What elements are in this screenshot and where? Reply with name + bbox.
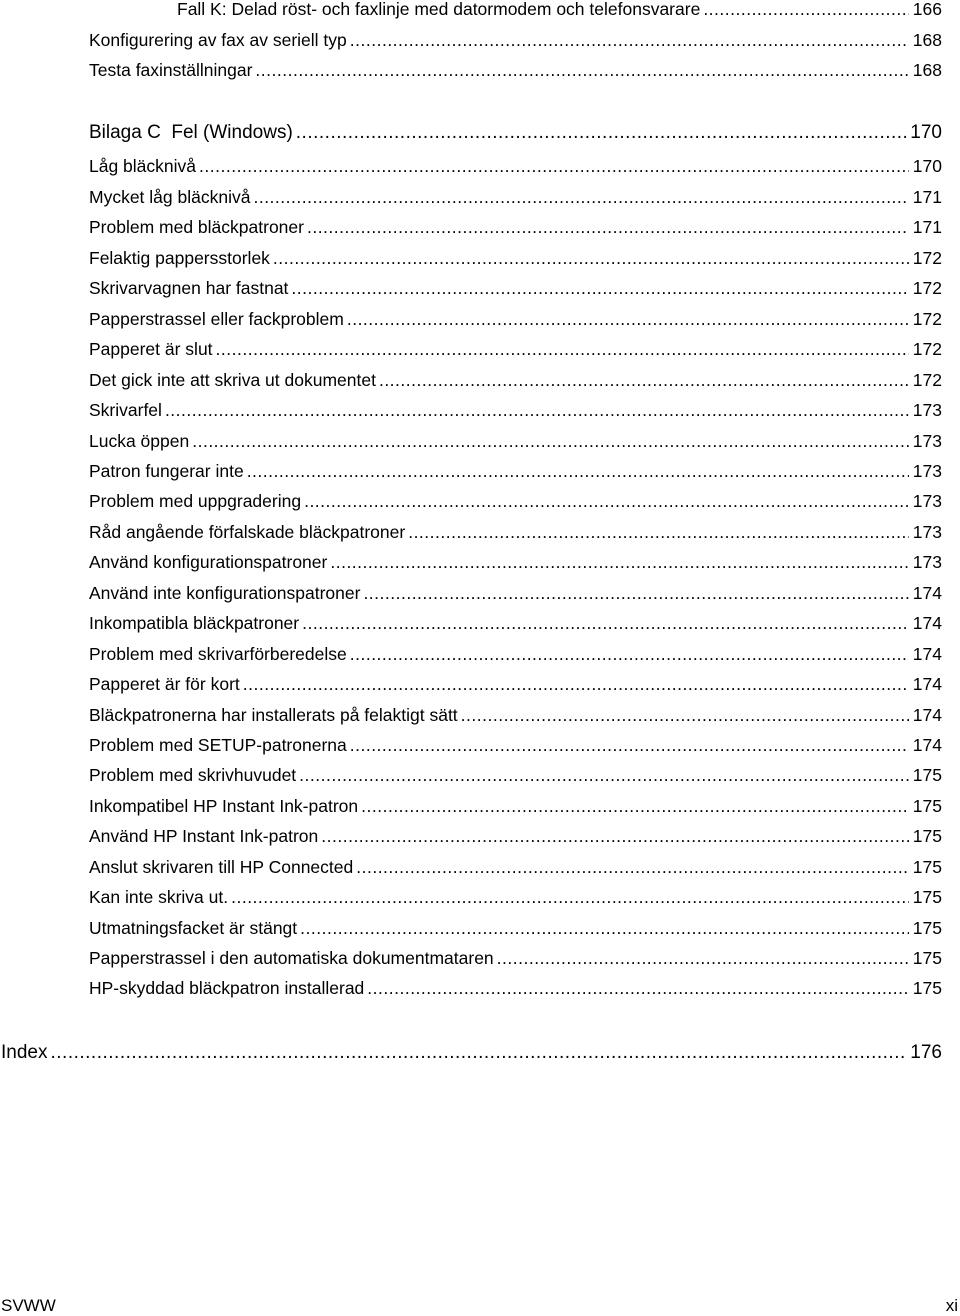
toc-entry[interactable] — [89, 490, 942, 512]
leader-dots — [379, 369, 909, 391]
toc-entry-label: Problem med skrivhuvudet — [89, 765, 297, 785]
toc-entry[interactable] — [89, 521, 942, 543]
toc-entry[interactable] — [89, 216, 942, 238]
toc-entry[interactable] — [89, 795, 942, 817]
toc-entry-page: 172 — [912, 309, 942, 329]
toc-entry-page: 174 — [912, 644, 942, 664]
toc-entry-page: 170 — [912, 156, 942, 176]
toc-entry-page: 175 — [912, 796, 942, 816]
leader-dots — [408, 521, 909, 543]
toc-entry[interactable] — [89, 704, 942, 726]
toc-entry[interactable] — [177, 0, 942, 20]
leader-dots — [363, 582, 908, 604]
toc-entry-label: Råd angående förfalskade bläckpatroner — [89, 522, 406, 542]
toc-entry[interactable] — [89, 308, 942, 330]
toc-entry-label: Inkompatibla bläckpatroner — [89, 613, 300, 633]
leader-dots — [216, 338, 909, 360]
toc-entry-label: Lucka öppen — [89, 431, 190, 451]
leader-dots — [253, 186, 908, 208]
toc-entry[interactable] — [89, 977, 942, 999]
toc-entry[interactable] — [89, 29, 942, 51]
toc-entry-label: Använd konfigurationspatroner — [89, 552, 328, 572]
toc-entry[interactable] — [89, 155, 942, 177]
toc-entry-page: 173 — [912, 552, 942, 572]
leader-dots — [321, 825, 909, 847]
toc-entry-label: Utmatningsfacket är stängt — [89, 918, 298, 938]
toc-entry[interactable] — [89, 369, 942, 391]
toc-appendix-label: Bilaga C Fel (Windows) — [89, 122, 293, 143]
toc-entry-page: 175 — [912, 948, 942, 968]
toc-entry-page: 175 — [912, 918, 942, 938]
toc-entry-label: Låg bläcknivå — [89, 156, 197, 176]
toc-index-page: 176 — [910, 1042, 942, 1063]
leader-dots — [347, 308, 909, 330]
toc-entry[interactable] — [89, 643, 942, 665]
leader-dots — [247, 460, 909, 482]
leader-dots — [350, 643, 909, 665]
toc-entry-label: Papperet är för kort — [89, 674, 240, 694]
toc-entry-label: Konfigurering av fax av seriell typ — [89, 30, 347, 50]
toc-entry[interactable] — [89, 947, 942, 969]
leader-dots — [192, 430, 909, 452]
toc-entry[interactable] — [89, 612, 942, 634]
toc-entry[interactable] — [89, 856, 942, 878]
footer-left-text: SVWW — [1, 1296, 56, 1315]
toc-entry[interactable] — [89, 551, 942, 573]
toc-entry-label: Papperstrassel i den automatiska dokumentmataren — [89, 948, 494, 968]
leader-dots — [361, 795, 909, 817]
leader-dots — [302, 612, 909, 634]
toc-entry-label: Problem med bläckpatroner — [89, 217, 304, 237]
toc-entry[interactable] — [89, 673, 942, 695]
toc-entry-label: Problem med uppgradering — [89, 491, 302, 511]
leader-dots — [231, 886, 909, 908]
toc-entry-page: 174 — [912, 613, 942, 633]
toc-entry-page: 173 — [912, 400, 942, 420]
toc-entry[interactable] — [89, 582, 942, 604]
toc-entry-page: 173 — [912, 491, 942, 511]
leader-dots — [296, 122, 907, 144]
toc-entry-label: Använd HP Instant Ink-patron — [89, 826, 319, 846]
toc-entry-page: 174 — [912, 674, 942, 694]
toc-entry-label: Felaktig pappersstorlek — [89, 248, 270, 268]
toc-entry[interactable] — [89, 277, 942, 299]
toc-entry-label: Skrivarfel — [89, 400, 162, 420]
toc-entry-label: Problem med SETUP-patronerna — [89, 735, 347, 755]
toc-entry-page: 174 — [912, 735, 942, 755]
toc-entry-label: Problem med skrivarförberedelse — [89, 644, 347, 664]
toc-entry-label: Det gick inte att skriva ut dokumentet — [89, 370, 376, 390]
toc-entry-page: 172 — [912, 370, 942, 390]
toc-entry-page: 171 — [912, 217, 942, 237]
toc-entry[interactable] — [89, 338, 942, 360]
toc-entry-label: Mycket låg bläcknivå — [89, 187, 251, 207]
toc-entry-label: Använd inte konfigurationspatroner — [89, 583, 361, 603]
leader-dots — [304, 490, 909, 512]
leader-dots — [299, 764, 909, 786]
toc-entry-page: 172 — [912, 278, 942, 298]
toc-entry-label: Bläckpatronerna har installerats på felaktigt sätt — [89, 705, 458, 725]
toc-entry-label: Papperstrassel eller fackproblem — [89, 309, 344, 329]
toc-entry-page: 168 — [912, 30, 942, 50]
leader-dots — [255, 59, 908, 81]
leader-dots — [703, 0, 908, 20]
leader-dots — [330, 551, 908, 573]
toc-entry[interactable] — [89, 247, 942, 269]
toc-entry[interactable] — [89, 917, 942, 939]
toc-entry-page: 173 — [912, 431, 942, 451]
toc-appendix-page: 170 — [910, 122, 942, 143]
toc-entry[interactable] — [89, 734, 942, 756]
toc-entry-page: 175 — [912, 978, 942, 998]
leader-dots — [199, 155, 909, 177]
leader-dots — [273, 247, 909, 269]
toc-index-entry[interactable] — [1, 1042, 942, 1064]
leader-dots — [165, 399, 909, 421]
leader-dots — [367, 977, 909, 999]
toc-entry-label: Papperet är slut — [89, 339, 213, 359]
toc-entry-label: Kan inte skriva ut. — [89, 887, 229, 907]
toc-entry-page: 171 — [912, 187, 942, 207]
toc-entry-page: 174 — [912, 583, 942, 603]
leader-dots — [356, 856, 909, 878]
toc-entry-page: 175 — [912, 765, 942, 785]
toc-entry-page: 173 — [912, 461, 942, 481]
toc-entry-page: 174 — [912, 705, 942, 725]
toc-entry-page: 175 — [912, 857, 942, 877]
toc-entry-label: Patron fungerar inte — [89, 461, 244, 481]
leader-dots — [497, 947, 909, 969]
toc-entry-label: Fall K: Delad röst- och faxlinje med datormodem och telefonsvarare — [177, 0, 701, 19]
toc-index-label: Index — [1, 1042, 48, 1063]
toc-entry[interactable] — [89, 764, 942, 786]
toc-entry[interactable] — [89, 430, 942, 452]
leader-dots — [461, 704, 909, 726]
leader-dots — [307, 216, 909, 238]
leader-dots — [300, 917, 909, 939]
toc-entry-page: 173 — [912, 522, 942, 542]
toc-entry-page: 175 — [912, 887, 942, 907]
toc-entry-page: 172 — [912, 339, 942, 359]
toc-entry[interactable] — [89, 399, 942, 421]
leader-dots — [350, 734, 909, 756]
toc-entry-page: 172 — [912, 248, 942, 268]
leader-dots — [243, 673, 909, 695]
footer-page-number: xi — [945, 1296, 958, 1315]
leader-dots — [50, 1042, 906, 1064]
toc-entry[interactable] — [89, 59, 942, 81]
toc-entry[interactable] — [89, 886, 942, 908]
toc-entry[interactable] — [89, 186, 942, 208]
toc-entry[interactable] — [89, 825, 942, 847]
leader-dots — [350, 29, 909, 51]
toc-entry-page: 166 — [912, 0, 942, 19]
toc-entry-label: Anslut skrivaren till HP Connected — [89, 857, 354, 877]
toc-entry-page: 168 — [912, 60, 942, 80]
toc-entry[interactable] — [89, 460, 942, 482]
toc-entry-label: Skrivarvagnen har fastnat — [89, 278, 289, 298]
toc-entry-label: Inkompatibel HP Instant Ink-patron — [89, 796, 359, 816]
toc-entry-page: 175 — [912, 826, 942, 846]
leader-dots — [291, 277, 908, 299]
toc-entry-label: Testa faxinställningar — [89, 60, 253, 80]
toc-appendix-heading[interactable] — [89, 122, 942, 144]
toc-entry-label: HP-skyddad bläckpatron installerad — [89, 978, 365, 998]
